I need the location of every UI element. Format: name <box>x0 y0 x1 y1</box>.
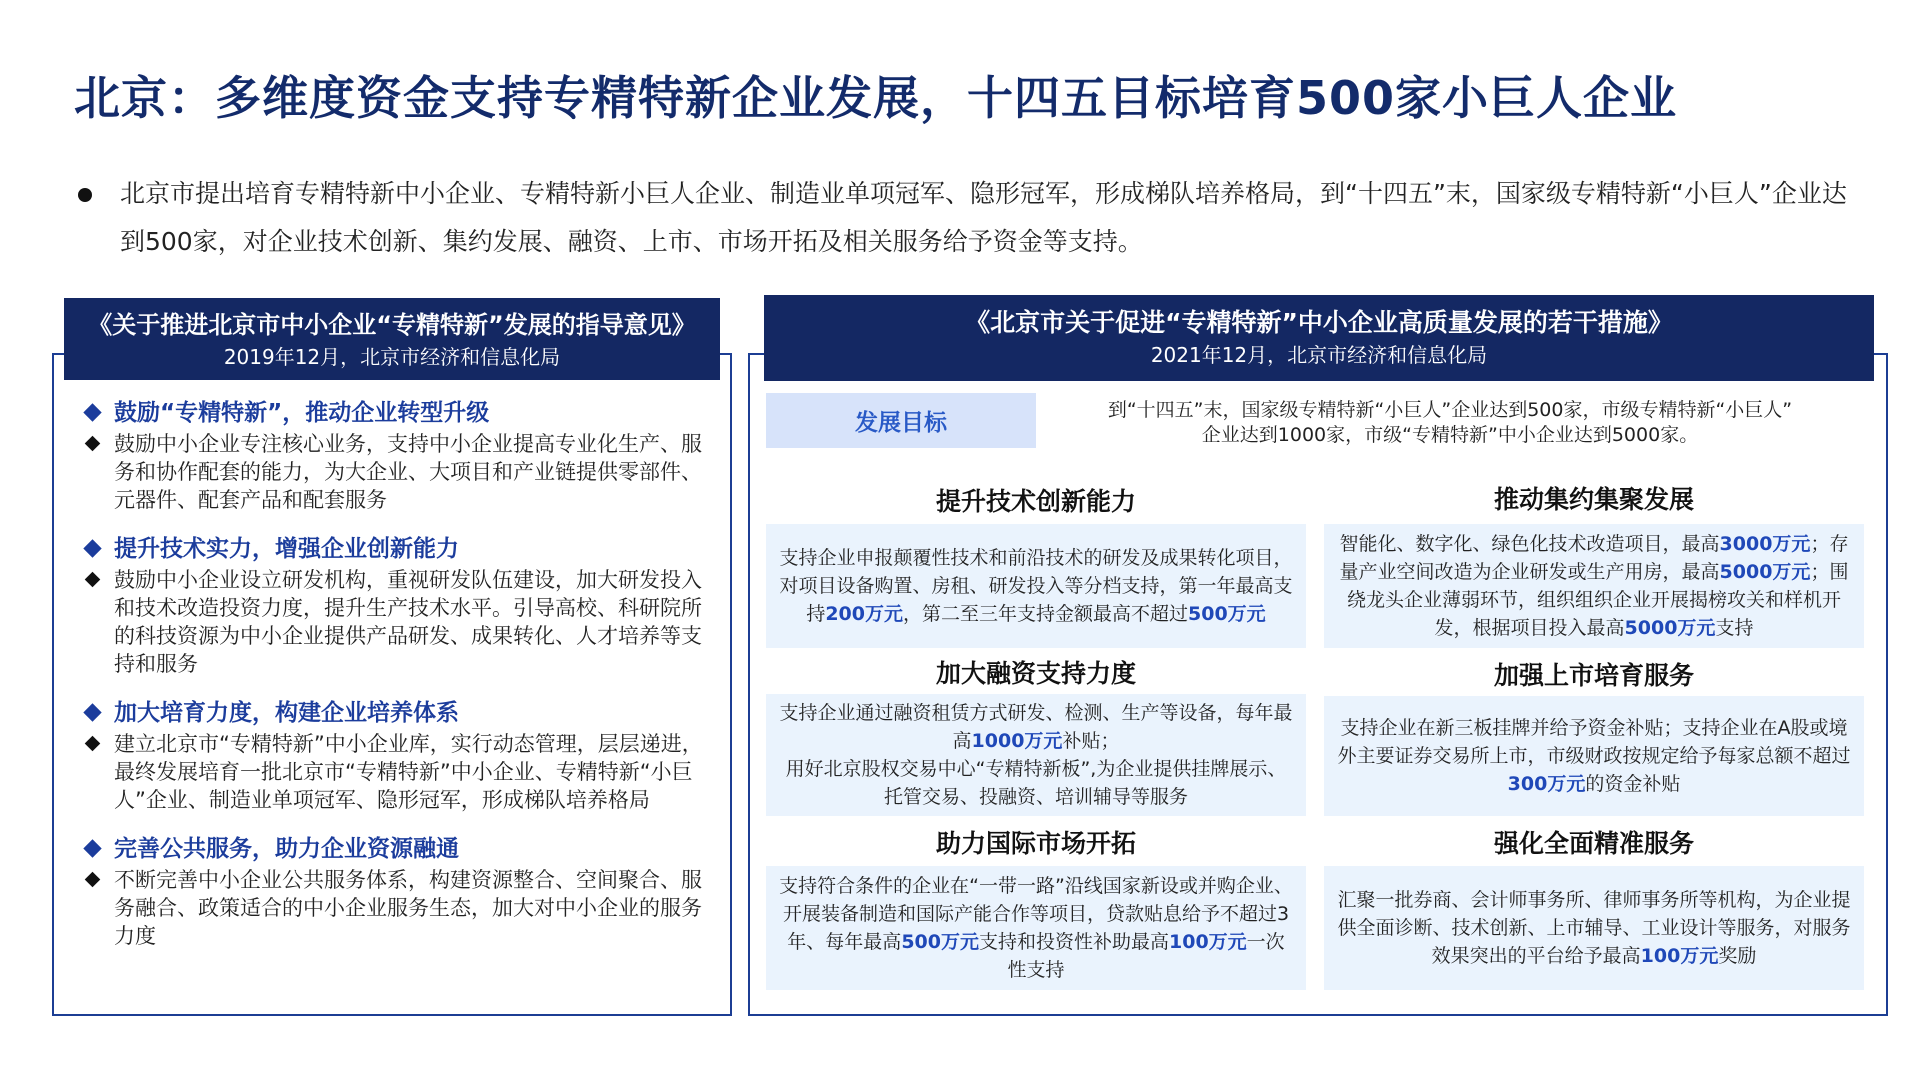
highlight-amount: 500万元 <box>1188 603 1266 625</box>
card-title-cluster-development: 推动集约集聚发展 <box>1493 485 1694 514</box>
card-tech-innovation: 支持企业申报颠覆性技术和前沿技术的研发及成果转化项目，对项目设备购置、房租、研发投入等分档支持，第一年最高支持200万元，第二至三年支持金额最高不超过500万元 <box>766 524 1306 648</box>
card-title-precision-service: 强化全面精准服务 <box>1493 829 1694 858</box>
card-title-financing: 加大融资支持力度 <box>935 659 1136 688</box>
left-section <box>84 396 704 514</box>
diamond-bullet-icon <box>83 839 101 857</box>
page-title: 北京：多维度资金支持专精特新企业发展，十四五目标培育500家小巨人企业 <box>74 71 1678 125</box>
highlight-amount: 1000万元 <box>971 730 1063 752</box>
highlight-amount: 3000万元 <box>1719 533 1811 555</box>
left-section <box>84 696 704 814</box>
intro-text: 北京市提出培育专精特新中小企业、专精特新小巨人企业、制造业单项冠军、隐形冠军，形成梯队培养格局，到“十四五”末，国家级专精特新“小巨人”企业达到500家，对企业技术创新、集约发展、融资、上市、市场开拓及相关服务给予资金等支持。 <box>120 179 1847 256</box>
right-panel-title: 《北京市关于促进“专精特新”中小企业高质量发展的若干措施》 <box>965 308 1673 337</box>
diamond-bullet-icon <box>85 436 101 452</box>
card-cluster-development: 智能化、数字化、绿色化技术改造项目，最高3000万元；存量产业空间改造为企业研发或生产用房，最高5000万元；围绕龙头企业薄弱环节，组织组织企业开展揭榜攻关和样机开发，根据项目投入最高5000万元支持 <box>1324 524 1864 648</box>
left-panel-header <box>64 298 720 380</box>
left-section-text: 鼓励中小企业专注核心业务，支持中小企业提高专业化生产、服务和协作配套的能力，为大企业、大项目和产业链提供零部件、元器件、配套产品和配套服务 <box>114 432 702 512</box>
highlight-amount: 100万元 <box>1169 931 1247 953</box>
highlight-amount: 5000万元 <box>1719 561 1811 583</box>
card-title-international-market: 助力国际市场开拓 <box>935 829 1136 858</box>
left-section <box>84 532 704 678</box>
card-listing: 支持企业在新三板挂牌并给予资金补贴；支持企业在A股或境外主要证券交易所上市，市级财政按规定给予每家总额不超过300万元的资金补贴 <box>1324 696 1864 816</box>
diamond-bullet-icon <box>83 703 101 721</box>
highlight-amount: 5000万元 <box>1624 617 1716 639</box>
right-panel-subtitle: 2021年12月，北京市经济和信息化局 <box>1150 343 1488 367</box>
highlight-amount: 100万元 <box>1640 945 1719 967</box>
diamond-bullet-icon <box>83 539 101 557</box>
card-international-market: 支持符合条件的企业在“一带一路”沿线国家新设或并购企业、开展装备制造和国际产能合作等项目，贷款贴息给予不超过3年、每年最高500万元支持和投资性补助最高100万元一次性支持 <box>766 866 1306 990</box>
left-section-text: 建立北京市“专精特新”中小企业库，实行动态管理，层层递进，最终发展培育一批北京市“专精特新”中小企业、专精特新“小巨人”企业、制造业单项冠军、隐形冠军，形成梯队培养格局 <box>114 732 703 812</box>
left-panel-title: 《关于推进北京市中小企业“专精特新”发展的指导意见》 <box>88 311 696 339</box>
diamond-bullet-icon <box>83 403 101 421</box>
left-section <box>84 832 704 950</box>
left-section-text: 不断完善中小企业公共服务体系，构建资源整合、空间聚合、服务融合、政策适合的中小企业服务生态，加大对中小企业的服务力度 <box>114 868 702 948</box>
left-section-text: 鼓励中小企业设立研发机构，重视研发队伍建设，加大研发投入和技术改造投资力度，提升生产技术水平。引导高校、科研院所的科技资源为中小企业提供产品研发、成果转化、人才培养等支持和服务 <box>114 568 702 676</box>
left-section-title: 鼓励“专精特新”，推动企业转型升级 <box>114 400 490 426</box>
card-financing: 支持企业通过融资租赁方式研发、检测、生产等设备，每年最高1000万元补贴； 用好北京股权交易中心“专精特新板”,为企业提供挂牌展示、托管交易、投融资、培训辅导等服务 <box>766 694 1306 816</box>
bullet-dot-icon <box>78 188 92 202</box>
card-title-tech-innovation: 提升技术创新能力 <box>935 487 1136 516</box>
highlight-amount: 300万元 <box>1507 773 1586 795</box>
right-panel-header <box>764 295 1874 381</box>
left-section-title: 完善公共服务，助力企业资源融通 <box>114 836 459 862</box>
left-section-title: 提升技术实力，增强企业创新能力 <box>114 536 459 562</box>
goal-line: 企业达到1000家，市级“专精特新”中小企业达到5000家。 <box>1201 424 1699 446</box>
highlight-amount: 200万元 <box>825 603 903 625</box>
card-precision-service: 汇聚一批券商、会计师事务所、律师事务所等机构，为企业提供全面诊断、技术创新、上市辅导、工业设计等服务，对服务效果突出的平台给予最高100万元奖励 <box>1324 866 1864 990</box>
diamond-bullet-icon <box>85 572 101 588</box>
diamond-bullet-icon <box>85 872 101 888</box>
highlight-amount: 500万元 <box>901 931 979 953</box>
left-panel-subtitle: 2019年12月，北京市经济和信息化局 <box>223 345 561 369</box>
goal-label: 发展目标 <box>766 393 1036 448</box>
card-title-listing: 加强上市培育服务 <box>1493 661 1694 690</box>
goal-text <box>1050 398 1850 448</box>
diamond-bullet-icon <box>85 736 101 752</box>
left-panel-body <box>84 396 704 968</box>
goal-line: 到“十四五”末，国家级专精特新“小巨人”企业达到500家，市级专精特新“小巨人” <box>1107 399 1793 421</box>
intro-paragraph <box>78 170 1868 266</box>
left-section-title: 加大培育力度，构建企业培养体系 <box>114 700 459 726</box>
